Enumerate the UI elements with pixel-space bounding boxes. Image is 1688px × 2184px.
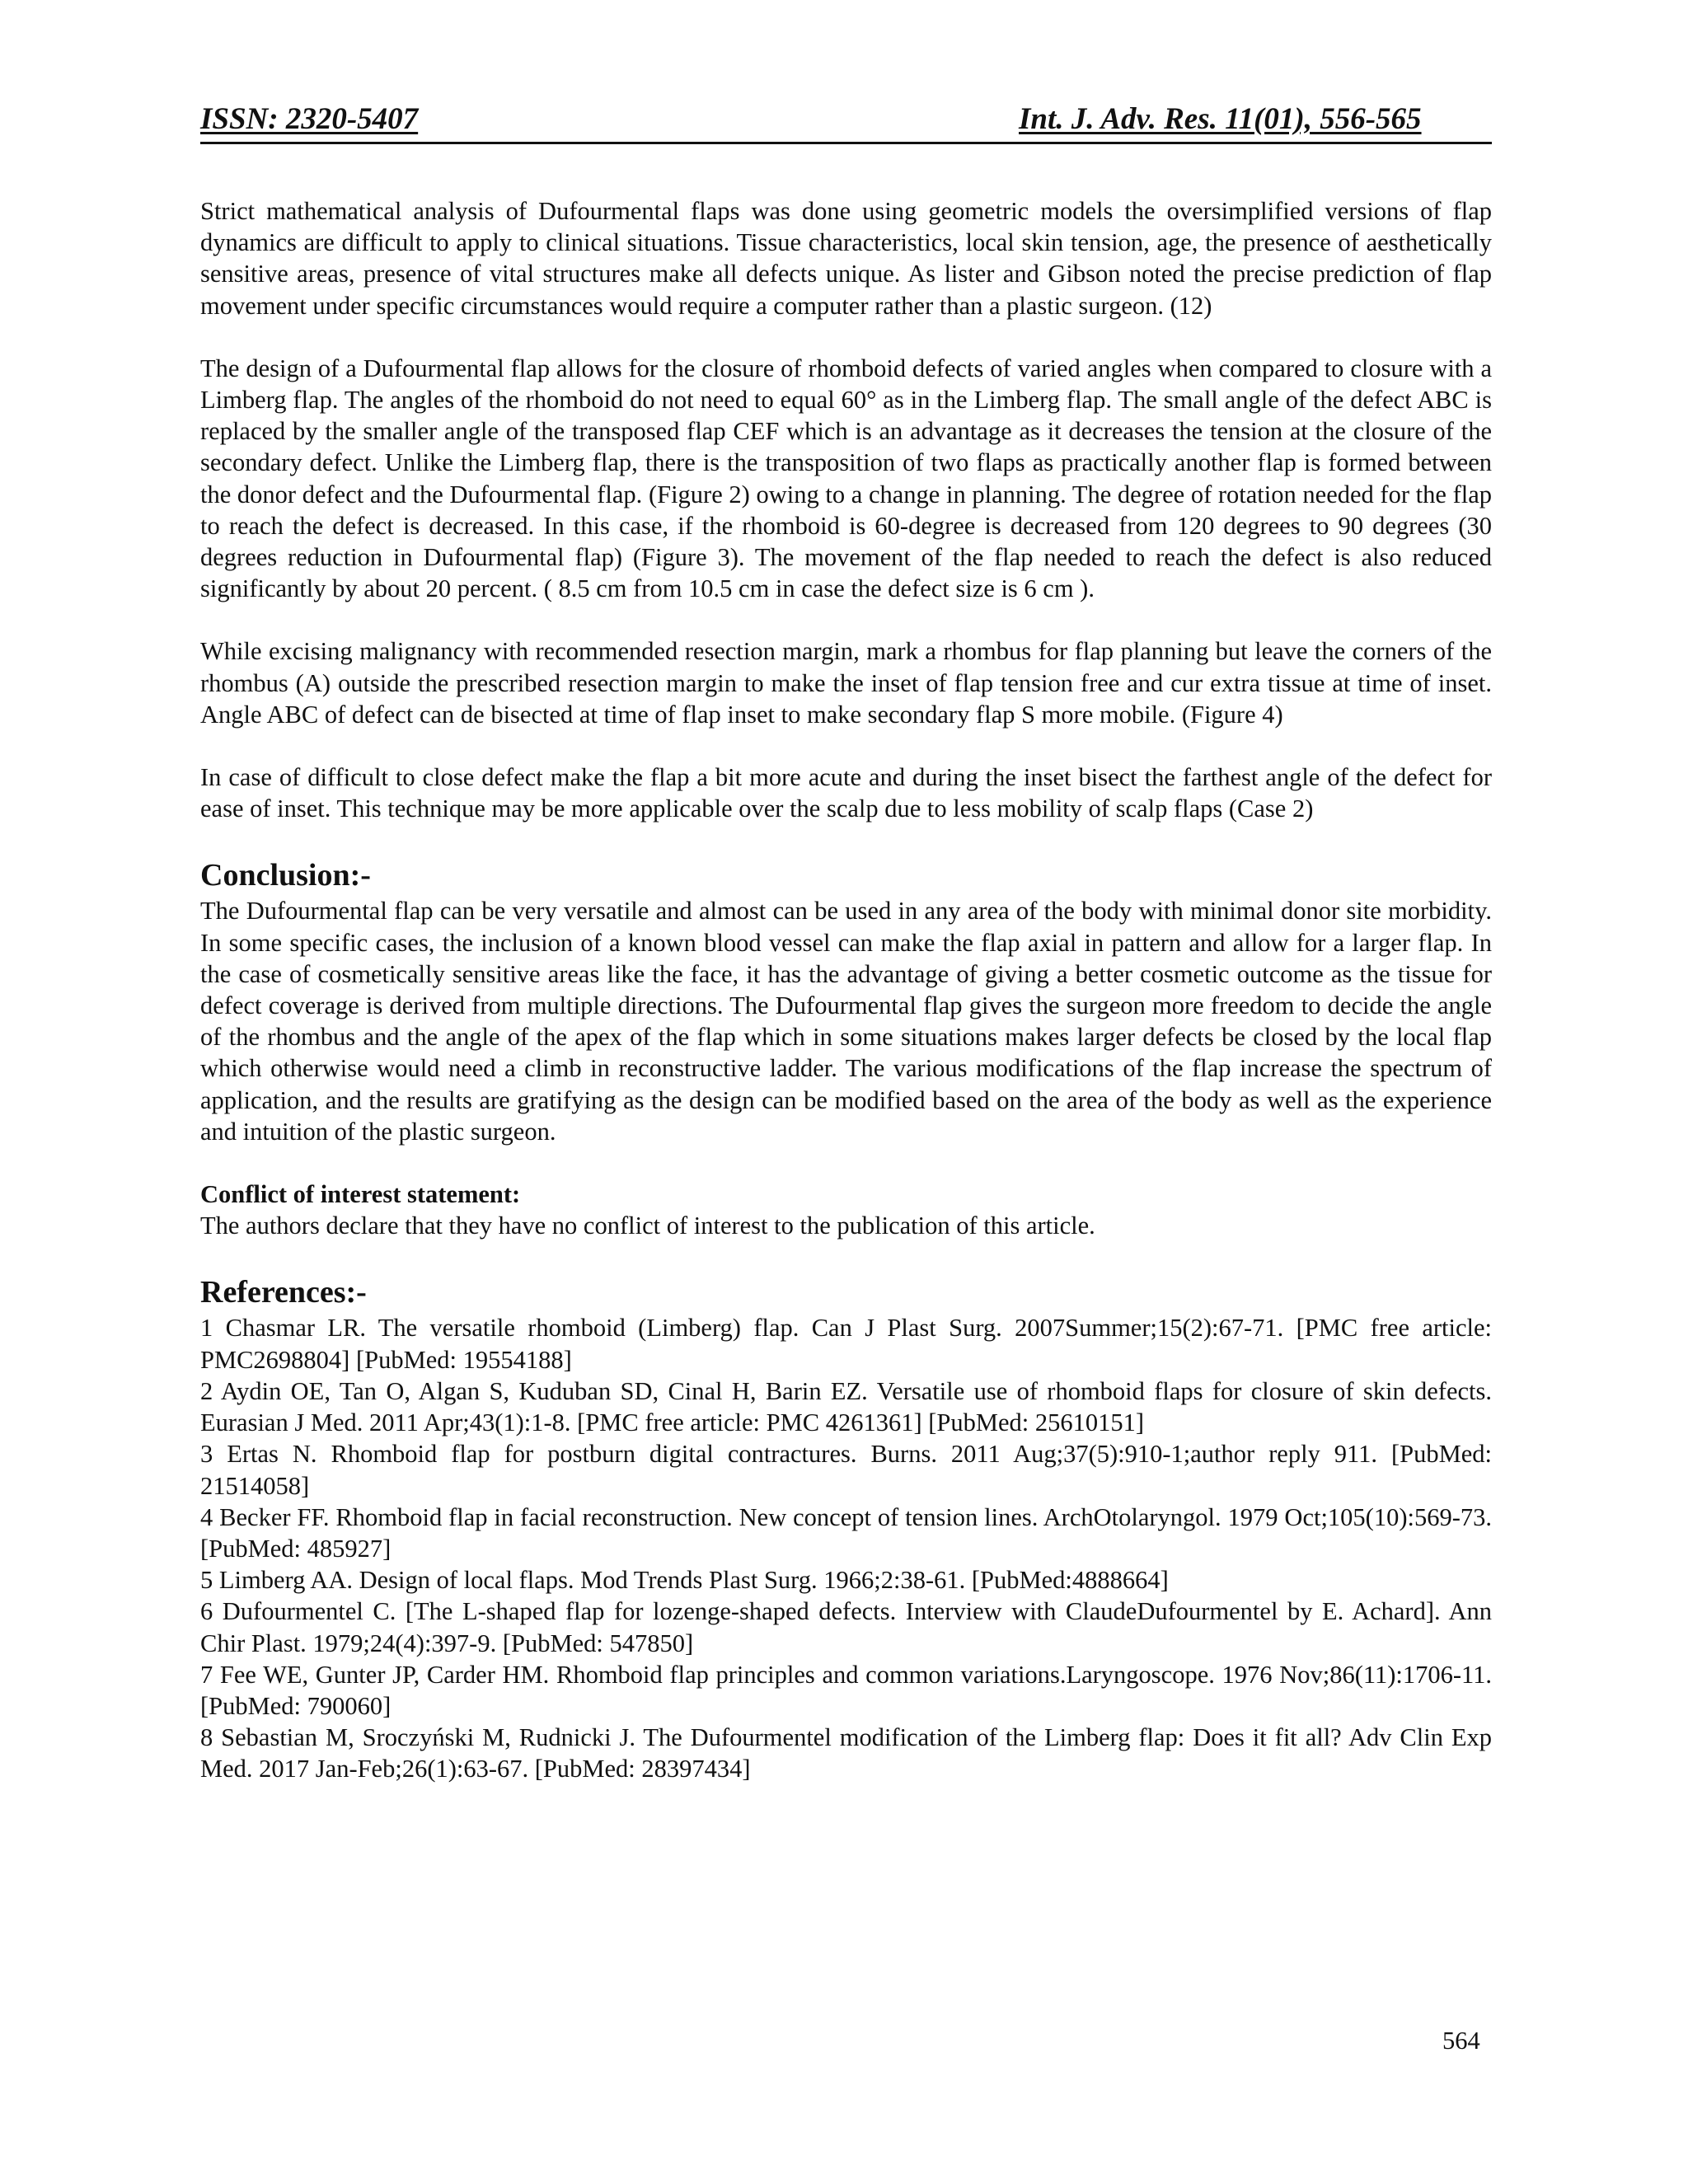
article-body <box>200 195 1492 1785</box>
references-section <box>200 1272 1492 1784</box>
body-paragraph: While excising malignancy with recommended resection margin, mark a rhombus for flap planning but leave the corners of the rhombus (A) outside the prescribed resection margin to make the inset of flap tension free and cur extra tissue at time of inset. Angle ABC of defect can de bisected at time of flap inset to make secondary flap S more mobile. (Figure 4) <box>200 637 1492 729</box>
page <box>200 99 1492 1785</box>
conflict-text: The authors declare that they have no conflict of interest to the publication of this article. <box>200 1212 1095 1240</box>
reference-item: 6 Dufourmentel C. [The L-shaped flap for lozenge-shaped defects. Interview with ClaudeDufourmentel by E. Achard]. Ann Chir Plast. 1979;24(4):397-9. [PubMed: 547850] <box>200 1597 1492 1657</box>
reference-item: 2 Aydin OE, Tan O, Algan S, Kuduban SD, Cinal H, Barin EZ. Versatile use of rhomboid flaps for closure of skin defects. Eurasian J Med. 2011 Apr;43(1):1-8. [PMC free article: PMC 4261361] [PubMed: 25610151] <box>200 1376 1492 1437</box>
conclusion-heading: Conclusion:- <box>200 858 371 893</box>
reference-item: 7 Fee WE, Gunter JP, Carder HM. Rhomboid flap principles and common variations.Laryngoscope. 1976 Nov;86(11):1706-11. [PubMed: 790060] <box>200 1660 1492 1720</box>
conflict-heading: Conflict of interest statement: <box>200 1180 521 1209</box>
issn-label: ISSN: 2320-5407 <box>200 102 419 136</box>
conflict-section <box>200 1179 1492 1241</box>
running-header <box>200 99 1492 144</box>
reference-item: 1 Chasmar LR. The versatile rhomboid (Limberg) flap. Can J Plast Surg. 2007Summer;15(2):67-71. [PMC free article: PMC2698804] [PubMed: 19554188] <box>200 1314 1492 1374</box>
body-paragraph: The design of a Dufourmental flap allows for the closure of rhomboid defects of varied angles when compared to closure with a Limberg flap. The angles of the rhomboid do not need to equal 60° as in the Limberg flap. The small angle of the defect ABC is replaced by the smaller angle of the transposed flap CEF which is an advantage as it decreases the tension at the closure of the secondary defect. Unlike the Limberg flap, there is the transposition of two flaps as practically another flap is formed between the donor defect and the Dufourmental flap. (Figure 2) owing to a change in planning. The degree of rotation needed for the flap to reach the defect is decreased. In this case, if the rhomboid is 60-degree is decreased from 120 degrees to 90 degrees (30 degrees reduction in Dufourmental flap) (Figure 3). The movement of the flap needed to reach the defect is also reduced significantly by about 20 percent. ( 8.5 cm from 10.5 cm in case the defect size is 6 cm ). <box>200 354 1492 603</box>
conclusion-text: The Dufourmental flap can be very versatile and almost can be used in any area of the body with minimal donor site morbidity. In some specific cases, the inclusion of a known blood vessel can make the flap axial in pattern and allow for a larger flap. In the case of cosmetically sensitive areas like the face, it has the advantage of giving a better cosmetic outcome as the tissue for defect coverage is derived from multiple directions. The Dufourmental flap gives the surgeon more freedom to decide the angle of the rhombus and the angle of the apex of the flap which in some situations makes larger defects be closed by the local flap which otherwise would need a climb in reconstructive ladder. The various modifications of the flap increase the spectrum of application, and the results are gratifying as the design can be modified based on the area of the body as well as the experience and intuition of the plastic surgeon. <box>200 897 1492 1146</box>
conclusion-section <box>200 855 1492 1147</box>
reference-item: 3 Ertas N. Rhomboid flap for postburn digital contractures. Burns. 2011 Aug;37(5):910-1;author reply 911. [PubMed: 21514058] <box>200 1440 1492 1500</box>
reference-item: 5 Limberg AA. Design of local flaps. Mod Trends Plast Surg. 1966;2:38-61. [PubMed:4888664] <box>200 1566 1169 1595</box>
references-heading: References:- <box>200 1275 367 1310</box>
journal-citation: Int. J. Adv. Res. 11(01), 556-565 <box>1019 102 1422 136</box>
body-paragraph: In case of difficult to close defect make the flap a bit more acute and during the inset bisect the farthest angle of the defect for ease of inset. This technique may be more applicable over the scalp due to less mobility of scalp flaps (Case 2) <box>200 763 1492 823</box>
page-number: 564 <box>1442 2027 1480 2055</box>
body-paragraph: Strict mathematical analysis of Dufourmental flaps was done using geometric models the oversimplified versions of flap dynamics are difficult to apply to clinical situations. Tissue characteristics, local skin tension, age, the presence of aesthetically sensitive areas, presence of vital structures make all defects unique. As lister and Gibson noted the precise prediction of flap movement under specific circumstances would require a computer rather than a plastic surgeon. (12) <box>200 197 1492 320</box>
reference-item: 4 Becker FF. Rhomboid flap in facial reconstruction. New concept of tension lines. ArchOtolaryngol. 1979 Oct;105(10):569-73. [PubMed: 485927] <box>200 1502 1492 1563</box>
reference-item: 8 Sebastian M, Sroczyński M, Rudnicki J. The Dufourmentel modification of the Limberg flap: Does it fit all? Adv Clin Exp Med. 2017 Jan-Feb;26(1):63-67. [PubMed: 28397434] <box>200 1723 1492 1783</box>
